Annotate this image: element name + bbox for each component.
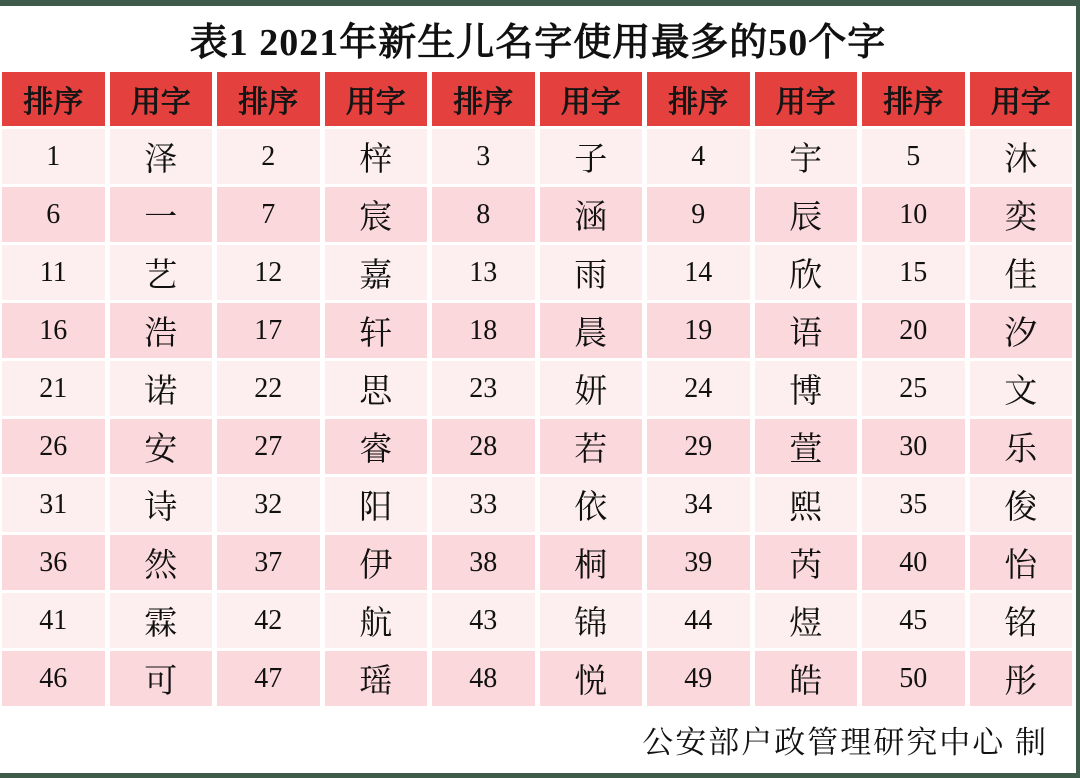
char-cell: 艺 [110,245,213,300]
char-cell: 语 [755,303,858,358]
char-cell: 雨 [540,245,643,300]
char-cell: 嘉 [325,245,428,300]
char-cell: 诗 [110,477,213,532]
char-cell: 子 [540,129,643,184]
char-cell: 怡 [970,535,1073,590]
char-cell: 一 [110,187,213,242]
name-table [0,70,1076,706]
char-cell: 涵 [540,187,643,242]
char-cell: 芮 [755,535,858,590]
column-header: 排序 [432,72,535,126]
rank-cell: 6 [2,187,105,242]
rank-cell: 32 [217,477,320,532]
rank-cell: 21 [2,361,105,416]
rank-cell: 44 [647,593,750,648]
rank-cell: 20 [862,303,965,358]
char-cell: 梓 [325,129,428,184]
rank-cell: 19 [647,303,750,358]
char-cell: 桐 [540,535,643,590]
column-header: 排序 [217,72,320,126]
rank-cell: 42 [217,593,320,648]
rank-cell: 3 [432,129,535,184]
char-cell: 俊 [970,477,1073,532]
rank-cell: 7 [217,187,320,242]
rank-cell: 18 [432,303,535,358]
column-header: 用字 [110,72,213,126]
char-cell: 铭 [970,593,1073,648]
rank-cell: 39 [647,535,750,590]
char-cell: 佳 [970,245,1073,300]
rank-cell: 38 [432,535,535,590]
rank-cell: 2 [217,129,320,184]
rank-cell: 22 [217,361,320,416]
table-title: 表1 2021年新生儿名字使用最多的50个字 [189,21,887,64]
column-header: 用字 [970,72,1073,126]
char-cell: 航 [325,593,428,648]
rank-cell: 43 [432,593,535,648]
char-cell: 沐 [970,129,1073,184]
rank-cell: 17 [217,303,320,358]
column-header: 排序 [647,72,750,126]
rank-cell: 10 [862,187,965,242]
rank-cell: 50 [862,651,965,706]
char-cell: 可 [110,651,213,706]
rank-cell: 45 [862,593,965,648]
rank-cell: 49 [647,651,750,706]
char-cell: 思 [325,361,428,416]
rank-cell: 34 [647,477,750,532]
char-cell: 皓 [755,651,858,706]
char-cell: 霖 [110,593,213,648]
rank-cell: 36 [2,535,105,590]
char-cell: 宸 [325,187,428,242]
char-cell: 博 [755,361,858,416]
rank-cell: 46 [2,651,105,706]
char-cell: 睿 [325,419,428,474]
rank-cell: 29 [647,419,750,474]
rank-cell: 40 [862,535,965,590]
char-cell: 奕 [970,187,1073,242]
char-cell: 文 [970,361,1073,416]
rank-cell: 16 [2,303,105,358]
rank-cell: 14 [647,245,750,300]
char-cell: 乐 [970,419,1073,474]
rank-cell: 15 [862,245,965,300]
char-cell: 浩 [110,303,213,358]
char-cell: 煜 [755,593,858,648]
rank-cell: 5 [862,129,965,184]
rank-cell: 47 [217,651,320,706]
char-cell: 锦 [540,593,643,648]
rank-cell: 28 [432,419,535,474]
char-cell: 安 [110,419,213,474]
rank-cell: 31 [2,477,105,532]
char-cell: 汐 [970,303,1073,358]
char-cell: 熙 [755,477,858,532]
rank-cell: 1 [2,129,105,184]
rank-cell: 26 [2,419,105,474]
char-cell: 辰 [755,187,858,242]
char-cell: 然 [110,535,213,590]
rank-cell: 41 [2,593,105,648]
source-credit: 公安部户政管理研究中心 制 [642,724,1048,760]
rank-cell: 8 [432,187,535,242]
rank-cell: 12 [217,245,320,300]
rank-cell: 35 [862,477,965,532]
rank-cell: 11 [2,245,105,300]
rank-cell: 13 [432,245,535,300]
rank-cell: 27 [217,419,320,474]
char-cell: 晨 [540,303,643,358]
column-header: 用字 [325,72,428,126]
char-cell: 若 [540,419,643,474]
char-cell: 泽 [110,129,213,184]
char-cell: 欣 [755,245,858,300]
char-cell: 伊 [325,535,428,590]
rank-cell: 30 [862,419,965,474]
char-cell: 妍 [540,361,643,416]
char-cell: 诺 [110,361,213,416]
char-cell: 依 [540,477,643,532]
rank-cell: 23 [432,361,535,416]
char-cell: 阳 [325,477,428,532]
char-cell: 彤 [970,651,1073,706]
rank-cell: 37 [217,535,320,590]
column-header: 用字 [755,72,858,126]
char-cell: 宇 [755,129,858,184]
char-cell: 轩 [325,303,428,358]
rank-cell: 9 [647,187,750,242]
rank-cell: 24 [647,361,750,416]
column-header: 排序 [2,72,105,126]
char-cell: 萱 [755,419,858,474]
char-cell: 悦 [540,651,643,706]
rank-cell: 48 [432,651,535,706]
rank-cell: 4 [647,129,750,184]
char-cell: 瑶 [325,651,428,706]
column-header: 排序 [862,72,965,126]
rank-cell: 33 [432,477,535,532]
column-header: 用字 [540,72,643,126]
rank-cell: 25 [862,361,965,416]
